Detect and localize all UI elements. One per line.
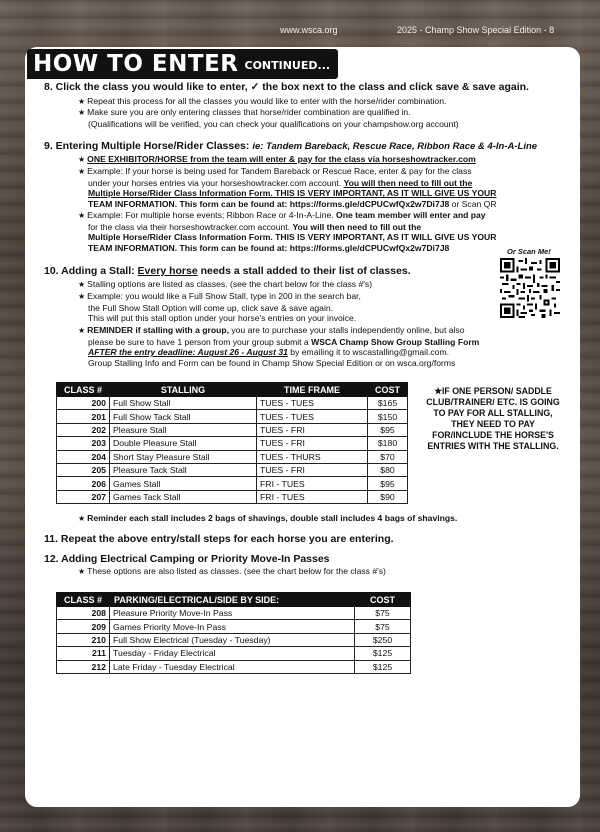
star-icon: ★ — [78, 567, 86, 576]
step-11-heading: 11. Repeat the above entry/stall steps for each horse you are entering. — [44, 533, 394, 545]
table-row: 207 Games Tack Stall FRI - TUES $90 — [57, 490, 408, 503]
scan-me-label: Or Scan Me! — [507, 247, 551, 256]
table-row: 211 Tuesday - Friday Electrical $125 — [57, 647, 411, 660]
step-12-heading: 12. Adding Electrical Camping or Priority Move-In Passes — [44, 553, 330, 565]
table-row: 203 Double Pleasure Stall TUES - FRI $180 — [57, 437, 408, 450]
step-10-bullet-1: ★ Stalling options are listed as classes. (see the chart below for the class #'s) — [78, 279, 373, 289]
table-row: 202 Pleasure Stall TUES - FRI $95 — [57, 423, 408, 436]
stall-table-header: CLASS # STALLING TIME FRAME COST — [57, 383, 408, 397]
step-9-example-1: ★ Example: If your horse is being used for Tandem Bareback or Rescue Race, enter & pay for the class under your horses entries via your horseshowtracker.com account. You will then need to fill out the Multiple Horse/Rider Class Information Form. THIS IS VERY IMPORTANT, AS IT WILL GIVE US YOUR TEAM INFORMATION. This form can be found at: https://forms.gle/dCPUCwfQx2w7Di7J8 or Scan QR — [78, 166, 497, 209]
step-9-example-2: ★ Example: For multiple horse events; Ribbon Race or 4-In-A-Line. One team member will enter and pay for the class via their horseshowtracker.com account. You will then need to fill out the Multiple Horse/Rider Class Information Form. THIS IS VERY IMPORTANT, AS IT WILL GIVE US YOUR TEAM INFORMATION. This form can be found at: https://forms.gle/dCPUCwfQx2w7Di7J8 — [78, 210, 497, 253]
table-row: 201 Full Show Tack Stall TUES - TUES $150 — [57, 410, 408, 423]
star-icon: ★ — [78, 97, 86, 106]
parking-table — [56, 592, 411, 674]
star-icon: ★ — [78, 514, 86, 523]
page-title — [27, 49, 338, 79]
table-row: 209 Games Priority Move-In Pass $75 — [57, 620, 411, 633]
stall-payment-note: ★IF ONE PERSON/ SADDLE CLUB/TRAINER/ ETC. IS GOING TO PAY FOR ALL STALLING, THEY NEED TO PAY FOR/INCLUDE THE HORSE'S ENTRIES WITH THE STALLING. — [426, 386, 560, 451]
step-9-bullet-1: ★ ONE EXHIBITOR/HORSE from the team will enter & pay for the class via horseshowtracker.com — [78, 154, 476, 164]
step-10-bullet-2: ★ Example: you would like a Full Show Stall, type in 200 in the search bar, the Full Show Stall Option will come up, click save & save again. This will put this stall option under your horse's entries on your invoice. — [78, 291, 361, 324]
star-icon: ★ — [78, 167, 86, 176]
step-12-bullet-1: ★ These options are also listed as classes. (see the chart below for the class #'s) — [78, 566, 386, 576]
step-8-bullet-1: ★ Repeat this process for all the classes you would like to enter with the horse/rider combination. — [78, 96, 447, 106]
table-row: 204 Short Stay Pleasure Stall TUES - THURS $70 — [57, 450, 408, 463]
page-header — [0, 22, 600, 40]
table-row: 200 Full Show Stall TUES - TUES $165 — [57, 397, 408, 410]
table-row: 206 Games Stall FRI - TUES $95 — [57, 477, 408, 490]
star-icon: ★ — [78, 292, 86, 301]
table-row: 205 Pleasure Tack Stall TUES - FRI $80 — [57, 463, 408, 476]
step-10-bullet-3: ★ REMINDER if stalling with a group, you are to purchase your stalls independently online, but also please be sure to have 1 person from your group submit a WSCA Champ Show Group Stalling Form AFTER the entry deadline: August 26 - August 31 by emailing it to wscastalling@gmail.com. Group Stalling Info and Form can be found in Champ Show Special Edition or on wsca.org/forms — [78, 325, 480, 368]
parking-table-header: CLASS # PARKING/ELECTRICAL/SIDE BY SIDE: COST — [57, 593, 411, 607]
shavings-reminder: ★ Reminder each stall includes 2 bags of shavings, double stall includes 4 bags of shavings. — [78, 513, 458, 523]
step-8-bullet-2: ★ Make sure you are only entering classes that horse/rider combination are qualified in. (Qualifications will be verified, you can check your qualifications on your champshow.org account) — [78, 107, 459, 129]
star-icon: ★ — [78, 108, 86, 117]
star-icon: ★ — [78, 155, 86, 164]
step-10-heading: 10. Adding a Stall: Every horse needs a stall added to their list of classes. — [44, 265, 411, 277]
site-url: www.wsca.org — [280, 25, 338, 35]
title-sub: CONTINUED... — [244, 59, 331, 72]
star-icon: ★ — [78, 211, 86, 220]
step-9-heading: 9. Entering Multiple Horse/Rider Classes: ie: Tandem Bareback, Rescue Race, Ribbon Race & 4-In-A-Line — [44, 140, 538, 152]
qr-code-icon[interactable] — [500, 258, 560, 318]
table-row: 210 Full Show Electrical (Tuesday - Tuesday) $250 — [57, 633, 411, 646]
stall-table — [56, 382, 408, 504]
star-icon: ★ — [78, 326, 86, 335]
edition-label: 2025 - Champ Show Special Edition - 8 — [397, 25, 555, 35]
step-8-heading: 8. Click the class you would like to enter, ✓ the box next to the class and click save & save again. — [44, 81, 529, 93]
table-row: 208 Pleasure Priority Move-In Pass $75 — [57, 607, 411, 620]
star-icon: ★ — [78, 280, 86, 289]
table-row: 212 Late Friday - Tuesday Electrical $125 — [57, 660, 411, 673]
title-main: HOW TO ENTER — [33, 51, 239, 77]
